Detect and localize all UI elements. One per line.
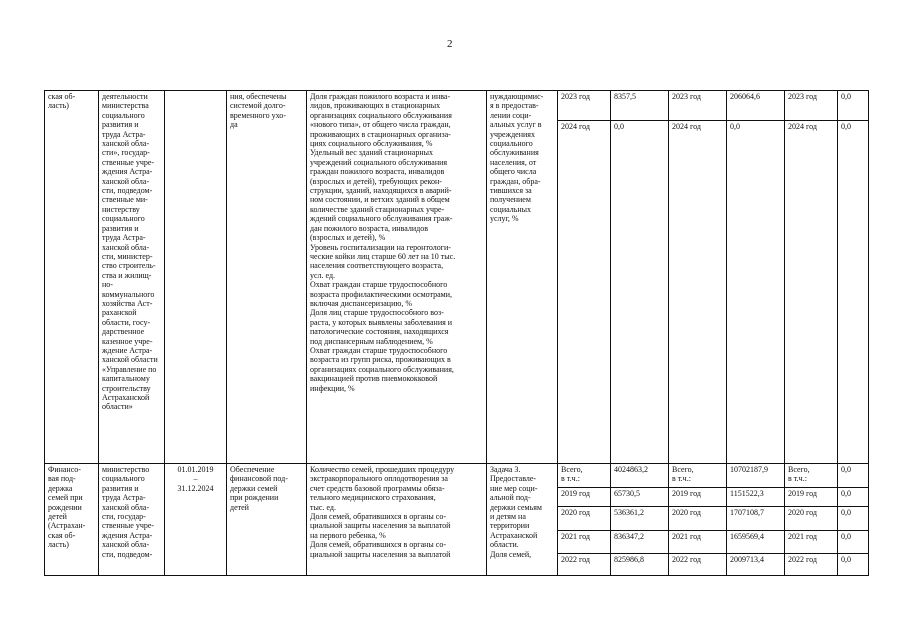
amount-value: 536361,2 — [611, 507, 669, 531]
period-cell: 01.01.2019 – 31.12.2024 — [165, 464, 227, 576]
year-label: 2021 год — [669, 531, 727, 554]
year-label: 2023 год — [785, 91, 838, 121]
year-label: Всего, в т.ч.: — [669, 464, 727, 488]
period-cell — [165, 91, 227, 464]
project-name-cell: Финансо- вая под- держка семей при рождении детей (Астрахан- ская об- ласть) — [45, 464, 99, 576]
amount-value: 0,0 — [727, 121, 785, 464]
participants-cell: министерство социального развития и труда Астра- ханской обла- сти, государ- ственные учре- ждения Астра- ханской обла- сти, подведом- — [99, 464, 165, 576]
program-table — [44, 90, 869, 576]
amount-value: 825986,8 — [611, 554, 669, 576]
year-label: 2020 год — [558, 507, 611, 531]
amount-value: 0,0 — [838, 121, 869, 464]
amount-value: 1151522,3 — [727, 488, 785, 507]
year-label: 2022 год — [785, 554, 838, 576]
amount-value: 4024863,2 — [611, 464, 669, 488]
year-label: 2020 год — [785, 507, 838, 531]
amount-value: 10702187,9 — [727, 464, 785, 488]
amount-value: 0,0 — [838, 464, 869, 488]
indicators-cell: Количество семей, прошедших процедуру экстракорпорального оплодотворения за счет средств базовой программы обяза- тельного медицинского страхования, тыс. ед. Доля семей, обратившихся в органы со- циальной защиты населения за выплатой на первого ребенка, % Доля семей, обратившихся в органы со- циальной защиты населения за выплатой — [307, 464, 487, 576]
amount-value: 1707108,7 — [727, 507, 785, 531]
amount-value: 0,0 — [611, 121, 669, 464]
amount-value: 1659569,4 — [727, 531, 785, 554]
year-label: 2023 год — [669, 91, 727, 121]
amount-value: 65730,5 — [611, 488, 669, 507]
year-label: 2019 год — [558, 488, 611, 507]
year-label: Всего, в т.ч.: — [785, 464, 838, 488]
amount-value: 0,0 — [838, 91, 869, 121]
result-cell: ния, обеспечены системой долго- временного ухо- да — [227, 91, 307, 464]
amount-value: 2009713,4 — [727, 554, 785, 576]
amount-value: 0,0 — [838, 488, 869, 507]
task-cell: Задача 3. Предоставле- ние мер соци- альной под- держки семьям и детям на территории Астраханской области. Доля семей, — [487, 464, 558, 576]
participants-cell: деятельности министерства социального развития и труда Астра- ханской обла- сти», государ- ственные учре- ждения Астра- ханской обла- сти, подведом- ственные ми- нистерству социального развития и труда Астра- ханской обла- сти, министер- ство строитель- ства и жилищ- но- коммунального хозяйства Аст- раханской области, госу- дарственное казенное учре- ждение Астра- ханской области «Управление по капитальному строительству Астраханской области» — [99, 91, 165, 464]
table-row — [45, 91, 869, 121]
amount-value: 206064,6 — [727, 91, 785, 121]
year-label: 2022 год — [669, 554, 727, 576]
year-label: 2023 год — [558, 91, 611, 121]
amount-value: 0,0 — [838, 554, 869, 576]
amount-value: 8357,5 — [611, 91, 669, 121]
executor-cell: ская об- ласть) — [45, 91, 99, 464]
year-label: 2019 год — [785, 488, 838, 507]
year-label: Всего, в т.ч.: — [558, 464, 611, 488]
year-label: 2024 год — [785, 121, 838, 464]
task-cell: нуждающимис- я в предостав- лении соци- альных услуг в учреждениях социального обслуживания населения, от общего числа граждан, обра- тившихся за получением социальных услуг, % — [487, 91, 558, 464]
amount-value: 0,0 — [838, 507, 869, 531]
year-label: 2020 год — [669, 507, 727, 531]
year-label: 2019 год — [669, 488, 727, 507]
page-number: 2 — [447, 38, 453, 50]
year-label: 2021 год — [558, 531, 611, 554]
amount-value: 0,0 — [838, 531, 869, 554]
indicators-cell: Доля граждан пожилого возраста и инва- лидов, проживающих в стационарных организациях социального обслуживания «нового типа», от общего числа граждан, проживающих в стационарных организа- циях социального обслуживания, % Удельный вес зданий стационарных учреждений социального обслуживания граждан пожилого возраста, инвалидов (взрослых и детей), требующих рекон- струкции, зданий, находящихся в аварий- ном состоянии, и ветхих зданий в общем количестве зданий стационарных учре- ждений социального обслуживания граж- дан пожилого возраста, инвалидов (взрослых и детей), % Уровень госпитализации на геронтологи- ческие койки лиц старше 60 лет на 10 тыс. населения соответствующего возраста, усл. ед. Охват граждан старше трудоспособного возраста профилактическими осмотрами, включая диспансеризацию, % Доля лиц старше трудоспособного воз- раста, у которых выявлены заболевания и патологические состояния, находящихся под диспансерным наблюдением, % Охват граждан старше трудоспособного возраста из групп риска, проживающих в организациях социального обслуживания, вакцинацией против пневмококковой инфекции, % — [307, 91, 487, 464]
result-cell: Обеспечение финансовой под- держки семей при рождении детей — [227, 464, 307, 576]
year-label: 2024 год — [669, 121, 727, 464]
year-label: 2024 год — [558, 121, 611, 464]
amount-value: 836347,2 — [611, 531, 669, 554]
year-label: 2022 год — [558, 554, 611, 576]
table-row — [45, 464, 869, 488]
year-label: 2021 год — [785, 531, 838, 554]
